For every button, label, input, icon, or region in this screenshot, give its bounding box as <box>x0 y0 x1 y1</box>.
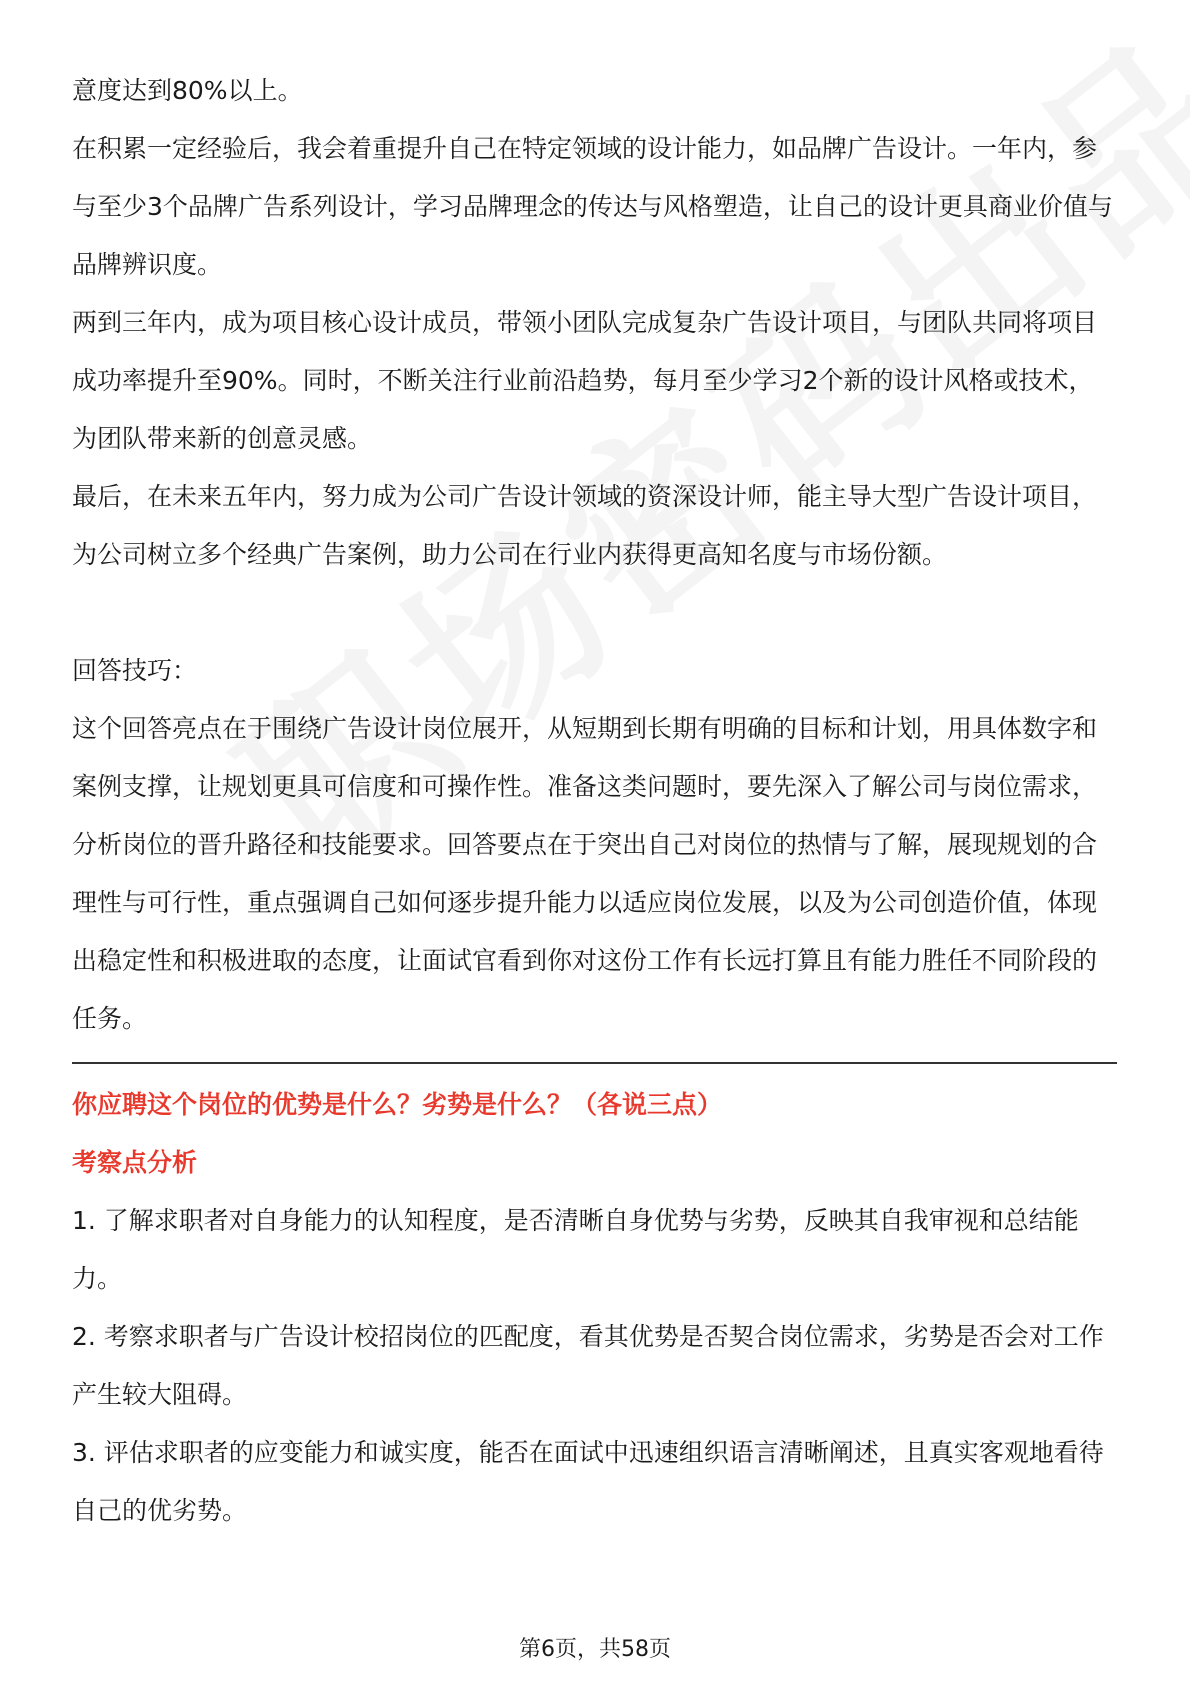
spacer <box>72 584 1117 642</box>
page-number: 第6页，共58页 <box>519 1637 671 1662</box>
paragraph-continuation: 意度达到80%以上。 <box>72 76 303 105</box>
question-title: 你应聘这个岗位的优势是什么？劣势是什么？（各说三点） <box>72 1090 723 1119</box>
analysis-title: 考察点分析 <box>72 1148 198 1177</box>
paragraph-core-member: 两到三年内，成为项目核心设计成员，带领小团队完成复杂广告设计项目，与团队共同将项目成功率提升至90%。同时，不断关注行业前沿趋势，每月至少学习2个新的设计风格或技术，为团队带来新的创意灵感。 <box>72 308 1098 453</box>
analysis-point-1: 1. 了解求职者对自身能力的认知程度，是否清晰自身优势与劣势，反映其自我审视和总结能力。 <box>72 1206 1079 1293</box>
paragraph-senior-designer: 最后，在未来五年内，努力成为公司广告设计领域的资深设计师，能主导大型广告设计项目，为公司树立多个经典广告案例，助力公司在行业内获得更高知名度与市场份额。 <box>72 482 1098 569</box>
paragraph-brand-design: 在积累一定经验后，我会着重提升自己在特定领域的设计能力，如品牌广告设计。一年内，参与至少3个品牌广告系列设计，学习品牌理念的传达与风格塑造，让自己的设计更具商业价值与品牌辨识度。 <box>72 134 1113 279</box>
analysis-point-2: 2. 考察求职者与广告设计校招岗位的匹配度，看其优势是否契合岗位需求，劣势是否会对工作产生较大阻碍。 <box>72 1322 1104 1409</box>
tips-label: 回答技巧： <box>72 656 198 685</box>
section-divider <box>72 1062 1117 1064</box>
document-page <box>72 62 1117 1540</box>
tips-body: 这个回答亮点在于围绕广告设计岗位展开，从短期到长期有明确的目标和计划，用具体数字和案例支撑，让规划更具可信度和可操作性。准备这类问题时，要先深入了解公司与岗位需求，分析岗位的晋升路径和技能要求。回答要点在于突出自己对岗位的热情与了解，展现规划的合理性与可行性，重点强调自己如何逐步提升能力以适应岗位发展，以及为公司创造价值，体现出稳定性和积极进取的态度，让面试官看到你对这份工作有长远打算且有能力胜任不同阶段的任务。 <box>72 714 1098 1033</box>
analysis-point-3: 3. 评估求职者的应变能力和诚实度，能否在面试中迅速组织语言清晰阐述，且真实客观地看待自己的优劣势。 <box>72 1438 1104 1525</box>
